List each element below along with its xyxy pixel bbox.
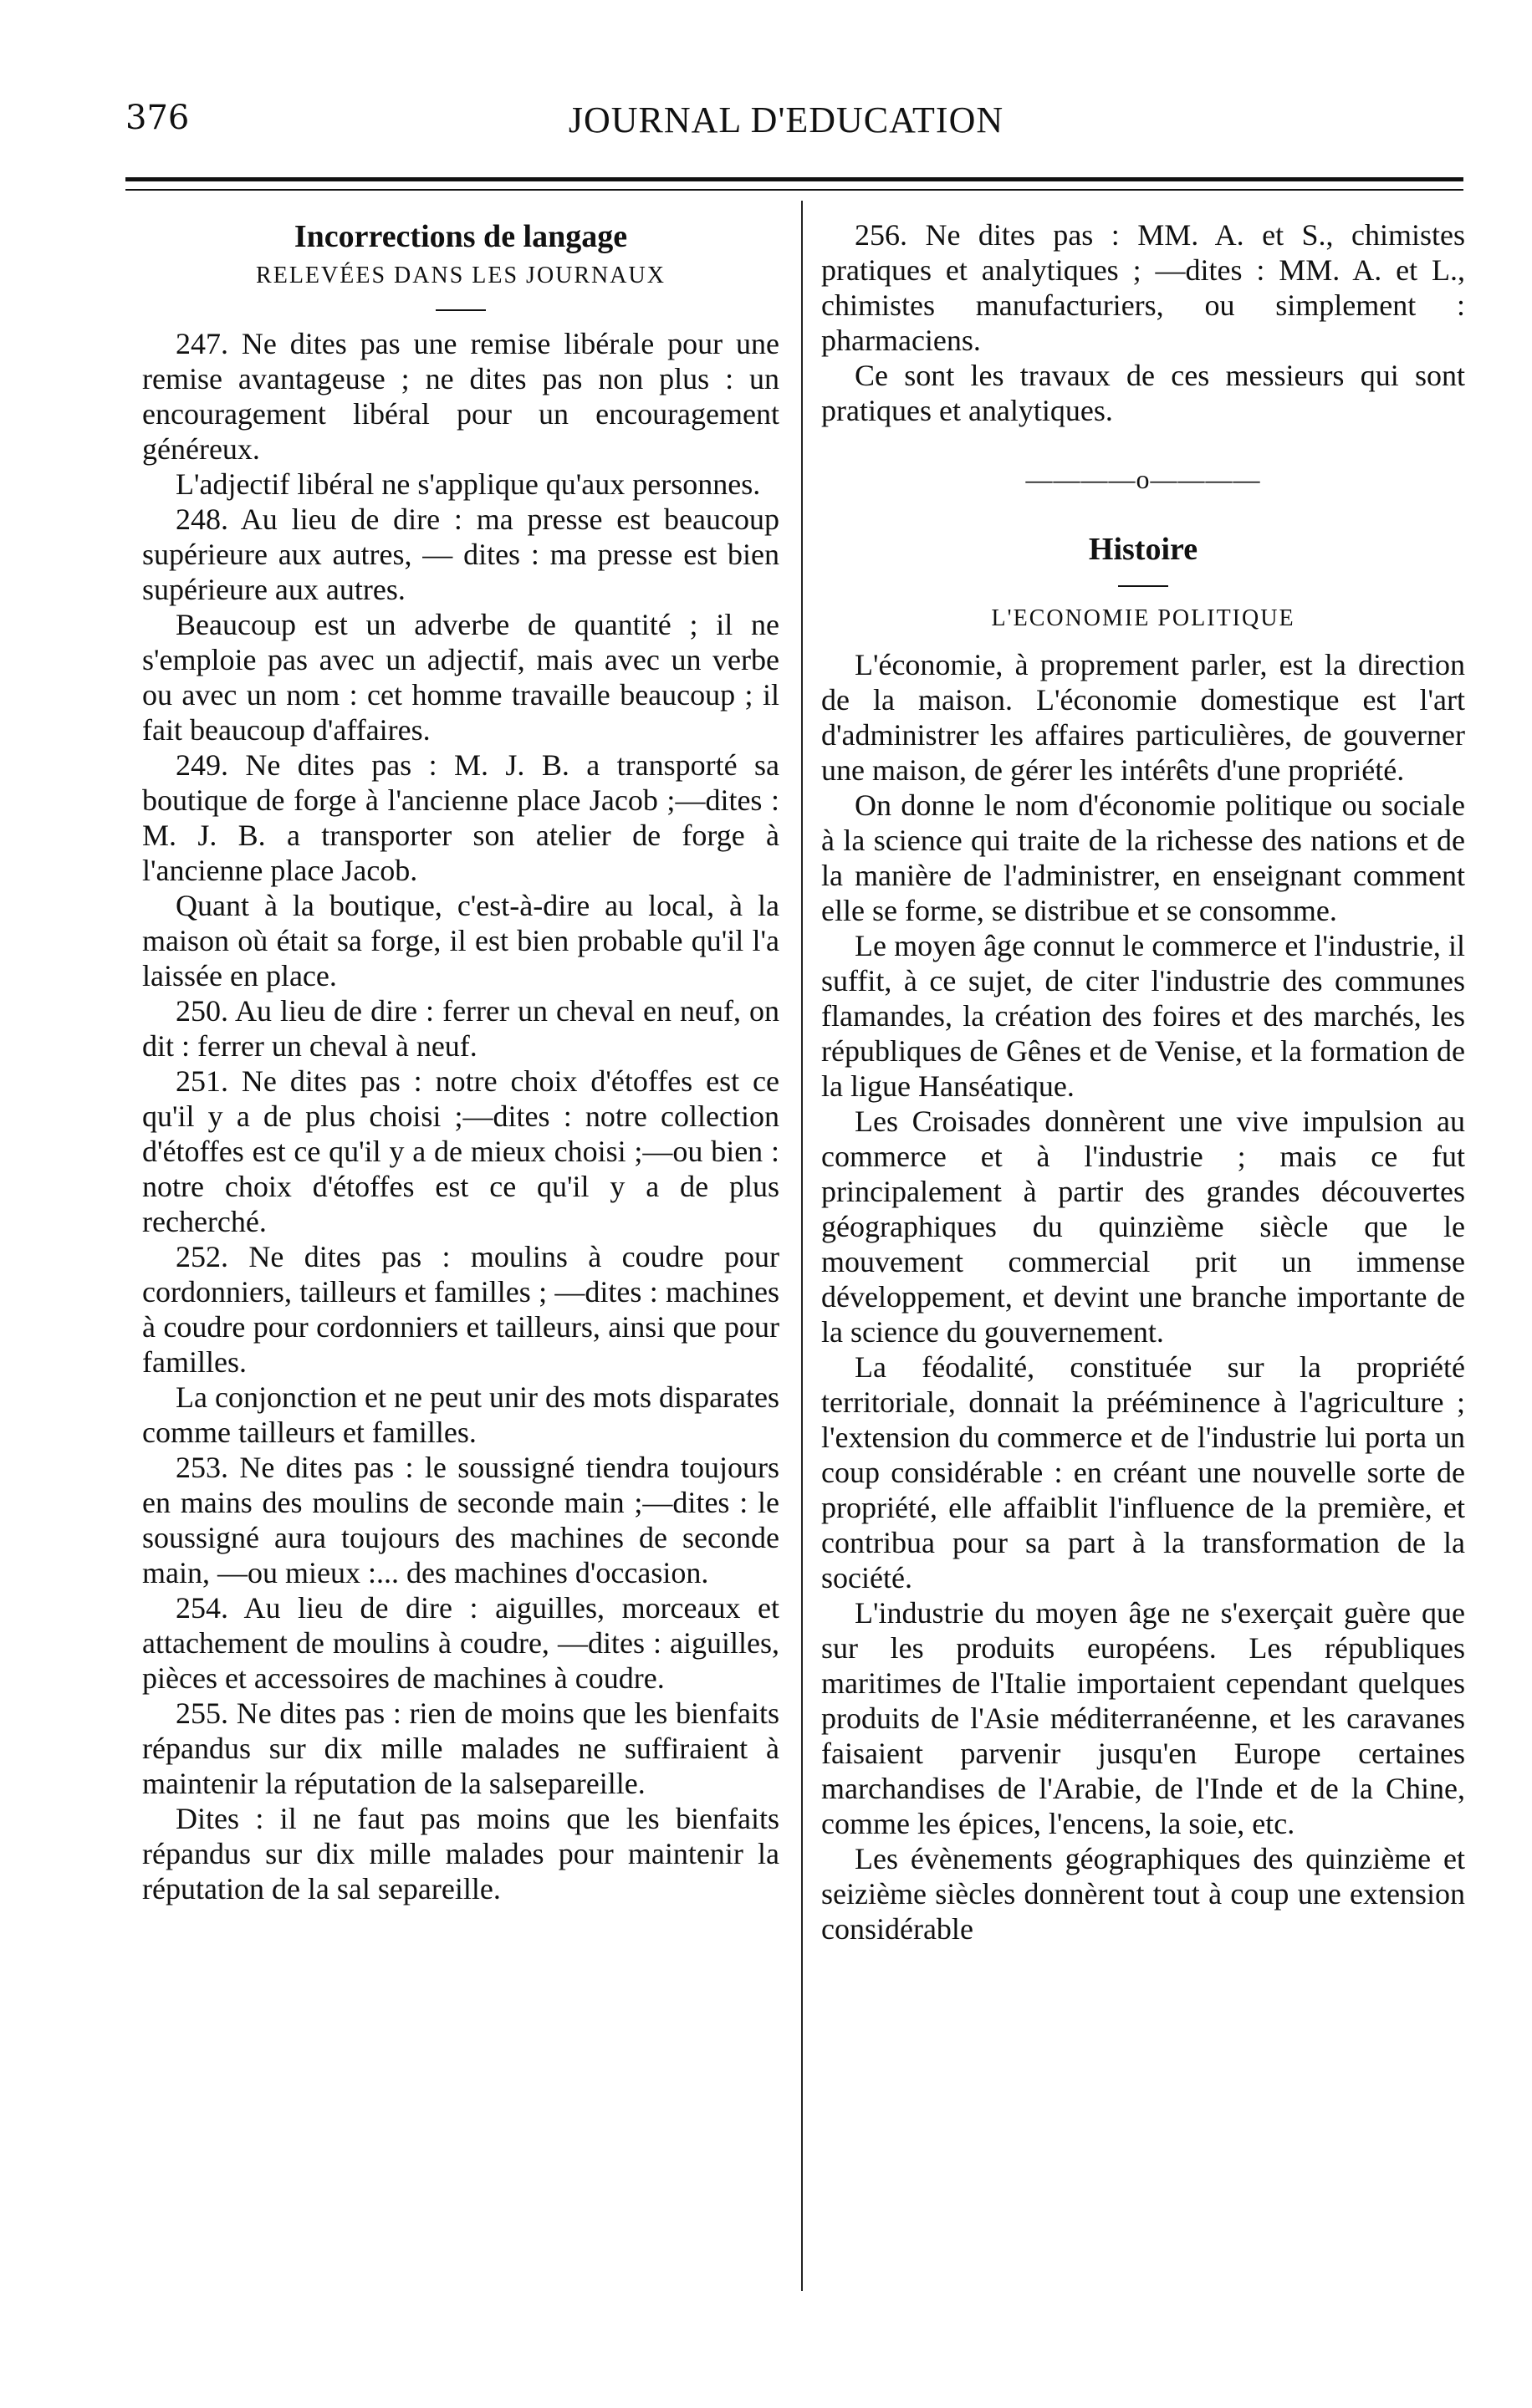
- page-number: 376: [125, 99, 190, 137]
- section-dash: [1118, 585, 1168, 587]
- paragraph: 248. Au lieu de dire : ma presse est beaucoup supérieure aux autres, — dites : ma presse est bien supérieure aux autres.: [142, 503, 779, 606]
- paragraph: L'adjectif libéral ne s'applique qu'aux personnes.: [176, 467, 761, 501]
- paragraph: 247. Ne dites pas une remise libérale pour une remise avantageuse ; ne dites pas non plus : un encouragement libéral pour un encouragement généreux.: [142, 327, 779, 466]
- page-header: [109, 90, 1463, 149]
- paragraph: Les Croisades donnèrent une vive impulsion au commerce et à l'industrie ; mais ce fut principalement à partir des grandes découvertes géographiques du quinzième siècle que le mouvement commercial prit un immense développement, et devint une branche importante de la science du gouvernement.: [821, 1105, 1465, 1349]
- paragraph: 251. Ne dites pas : notre choix d'étoffes est ce qu'il y a de plus choisi ;—dites : notre collection d'étoffes est ce qu'il y a de mieux choisi ;—ou bien : notre choix d'étoffes est ce qu'il y a de plus recherché.: [142, 1064, 779, 1238]
- paragraph: Le moyen âge connut le commerce et l'industrie, il suffit, à ce sujet, de citer l'industrie des communes flamandes, la création des foires et des marchés, les républiques de Gênes et de Venise, et la formation de la ligue Hanséatique.: [821, 929, 1465, 1103]
- paragraph: 256. Ne dites pas : MM. A. et S., chimistes pratiques et analytiques ; —dites : MM. A. et L., chimistes manufacturiers, ou simplement : pharmaciens.: [821, 218, 1465, 357]
- section-title: Histoire: [1088, 532, 1198, 567]
- paragraph: 249. Ne dites pas : M. J. B. a transporté sa boutique de forge à l'ancienne place Jacob ;—dites : M. J. B. a transporter son atelier de forge à l'ancienne place Jacob.: [142, 748, 779, 887]
- left-column: [142, 217, 779, 1906]
- section-title: Incorrections de langage: [294, 219, 628, 254]
- paragraph: Les évènements géographiques des quinzième et seizième siècles donnèrent tout à coup une extension considérable: [821, 1842, 1465, 1946]
- paragraph: L'économie, à proprement parler, est la direction de la maison. L'économie domestique est l'art d'administrer les affaires particulières, de gouverner une maison, de gérer les intérêts d'une propriété.: [821, 648, 1465, 787]
- paragraph: Quant à la boutique, c'est-à-dire au local, à la maison où était sa forge, il est bien probable qu'il l'a laissée en place.: [142, 889, 779, 992]
- paragraph: 253. Ne dites pas : le soussigné tiendra toujours en mains des moulins de seconde main ;—dites : le soussigné aura toujours des machines de seconde main, —ou mieux :... des machines d'occasion.: [142, 1451, 779, 1589]
- section-subtitle: RELEVÉES DANS LES JOURNAUX: [256, 263, 666, 288]
- paragraph: Ce sont les travaux de ces messieurs qui sont pratiques et analytiques.: [821, 359, 1465, 427]
- paragraph: Dites : il ne faut pas moins que les bienfaits répandus sur dix mille malades pour maintenir la réputation de la sal separeille.: [142, 1802, 779, 1905]
- column-divider: [801, 201, 803, 2291]
- paragraph: L'industrie du moyen âge ne s'exerçait guère que sur les produits européens. Les républiques maritimes de l'Italie importaient cependant quelques produits de l'Asie méditerranéenne, et les caravanes faisaient parvenir jusqu'en Europe certaines marchandises de l'Arabie, de l'Inde et de la Chine, comme les épices, l'encens, la soie, etc.: [821, 1596, 1465, 1840]
- paragraph: 254. Au lieu de dire : aiguilles, morceaux et attachement de moulins à coudre, —dites : aiguilles, pièces et accessoires de machines à coudre.: [142, 1591, 779, 1695]
- paragraph: On donne le nom d'économie politique ou sociale à la science qui traite de la richesse des nations et de la manière de l'administrer, en enseignant comment elle se forme, se distribue et se consomme.: [821, 788, 1465, 927]
- section-subtitle: L'ECONOMIE POLITIQUE: [991, 605, 1295, 631]
- section-dash: [436, 309, 486, 311]
- section-separator: ————o————: [1025, 464, 1261, 494]
- paragraph: Beaucoup est un adverbe de quantité ; il ne s'emploie pas avec un adjectif, mais avec un verbe ou avec un nom : cet homme travaille beaucoup ; il fait beaucoup d'affaires.: [142, 608, 779, 747]
- header-rule-thin: [125, 189, 1463, 191]
- paragraph: 255. Ne dites pas : rien de moins que les bienfaits répandus sur dix mille malades ne suffiraient à maintenir la réputation de la salsepareille.: [142, 1696, 779, 1800]
- running-title: JOURNAL D'EDUCATION: [568, 99, 1004, 140]
- paragraph: La conjonction et ne peut unir des mots disparates comme tailleurs et familles.: [142, 1380, 779, 1449]
- paragraph: La féodalité, constituée sur la propriété territoriale, donnait la prééminence à l'agriculture ; l'extension du commerce et de l'industrie lui porta un coup considérable : en créant une nouvelle sorte de propriété, elle affaiblit l'influence de la première, et contribua pour sa part à la transformation de la société.: [821, 1350, 1465, 1594]
- paragraph: 250. Au lieu de dire : ferrer un cheval en neuf, on dit : ferrer un cheval à neuf.: [142, 994, 779, 1063]
- right-column: [821, 217, 1465, 1946]
- header-rule-thick: [125, 177, 1463, 181]
- paragraph: 252. Ne dites pas : moulins à coudre pour cordonniers, tailleurs et familles ; —dites : machines à coudre pour cordonniers et tailleurs, ainsi que pour familles.: [142, 1240, 779, 1379]
